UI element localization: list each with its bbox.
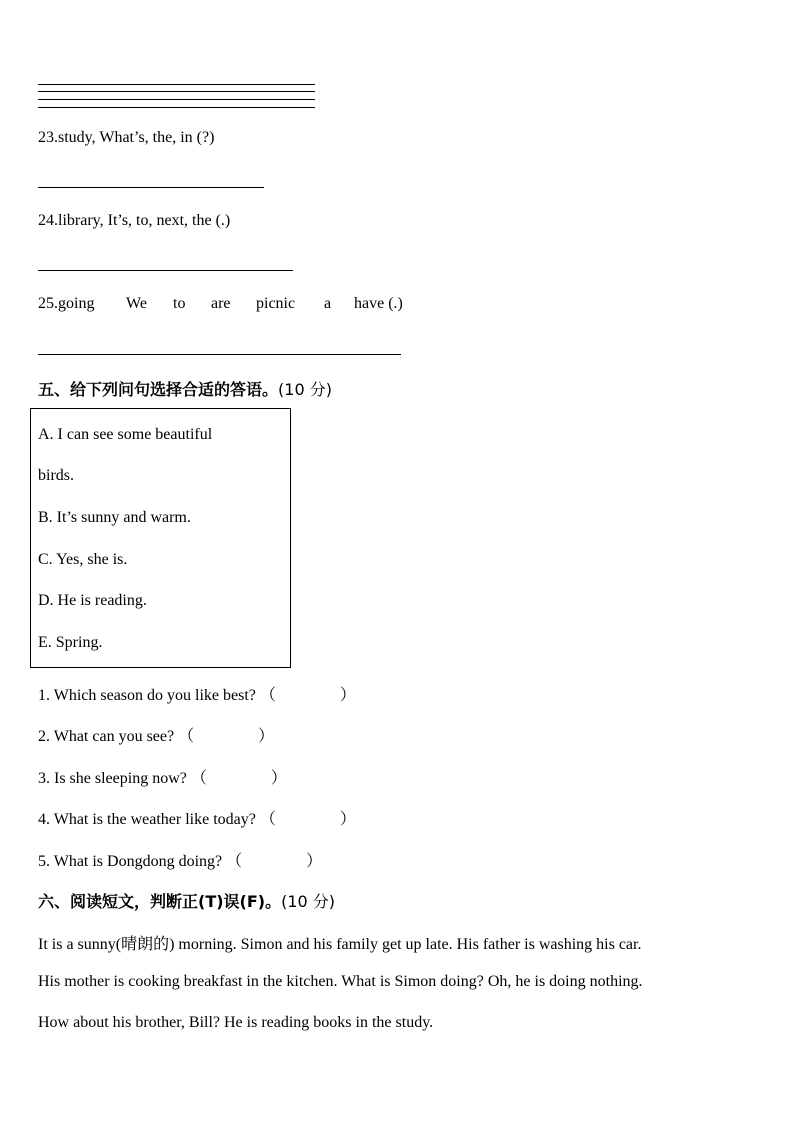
answer-line <box>38 91 315 92</box>
question-25-word: a <box>324 295 332 312</box>
question-25-word: We <box>126 295 147 312</box>
question-text: 3. Is she sleeping now? <box>38 770 187 787</box>
answer-line-23 <box>38 187 264 188</box>
question-text: 2. What can you see? <box>38 728 175 745</box>
question-25-word: have (.) <box>354 295 403 312</box>
answer-line <box>38 84 315 85</box>
question-23: 23.study, What’s, the, in (?) <box>38 129 215 146</box>
question-4 <box>38 806 356 829</box>
answer-parentheses[interactable]: （ ） <box>190 770 287 787</box>
question-text: 1. Which season do you like best? <box>38 687 256 704</box>
option-b: B. It’s sunny and warm. <box>38 509 191 526</box>
section-5-heading <box>38 377 332 400</box>
question-25-word: to <box>173 295 186 312</box>
answer-parentheses[interactable]: （ ） <box>259 687 356 704</box>
question-25-word: picnic <box>256 295 296 312</box>
question-2 <box>38 723 274 746</box>
question-1 <box>38 682 356 705</box>
section-5-title: 五、给下列问句选择合适的答语。 <box>38 380 279 399</box>
passage-line: How about his brother, Bill? He is reading books in the study. <box>38 1014 434 1031</box>
option-c: C. Yes, she is. <box>38 551 128 568</box>
section-6-heading <box>38 889 335 912</box>
question-25-word: are <box>211 295 231 312</box>
passage-line: It is a sunny(晴朗的) morning. Simon and his family get up late. His father is washing his car. <box>38 936 642 953</box>
answer-parentheses[interactable]: （ ） <box>259 811 356 828</box>
answer-parentheses[interactable]: （ ） <box>226 853 323 870</box>
answer-parentheses[interactable]: （ ） <box>178 728 275 745</box>
options-box <box>30 408 291 668</box>
section-6-title: 六、阅读短文，判断正(T)误(F)。 <box>38 892 282 911</box>
passage-line: His mother is cooking breakfast in the kitchen. What is Simon doing? Oh, he is doing nothing. <box>38 973 643 990</box>
question-24: 24.library, It’s, to, next, the (.) <box>38 212 231 229</box>
question-3 <box>38 765 287 788</box>
question-5 <box>38 848 322 871</box>
answer-line <box>38 99 315 100</box>
option-a: A. I can see some beautiful <box>38 426 213 443</box>
section-6-score: (10 分) <box>281 892 336 911</box>
answer-line-24 <box>38 270 293 271</box>
question-text: 4. What is the weather like today? <box>38 811 256 828</box>
option-a-cont: birds. <box>38 467 74 484</box>
answer-line-25 <box>38 354 401 355</box>
question-text: 5. What is Dongdong doing? <box>38 853 223 870</box>
option-d: D. He is reading. <box>38 592 147 609</box>
answer-line <box>38 107 315 108</box>
option-e: E. Spring. <box>38 634 103 651</box>
section-5-score: (10 分) <box>278 380 332 399</box>
question-25-word: 25.going <box>38 295 95 312</box>
